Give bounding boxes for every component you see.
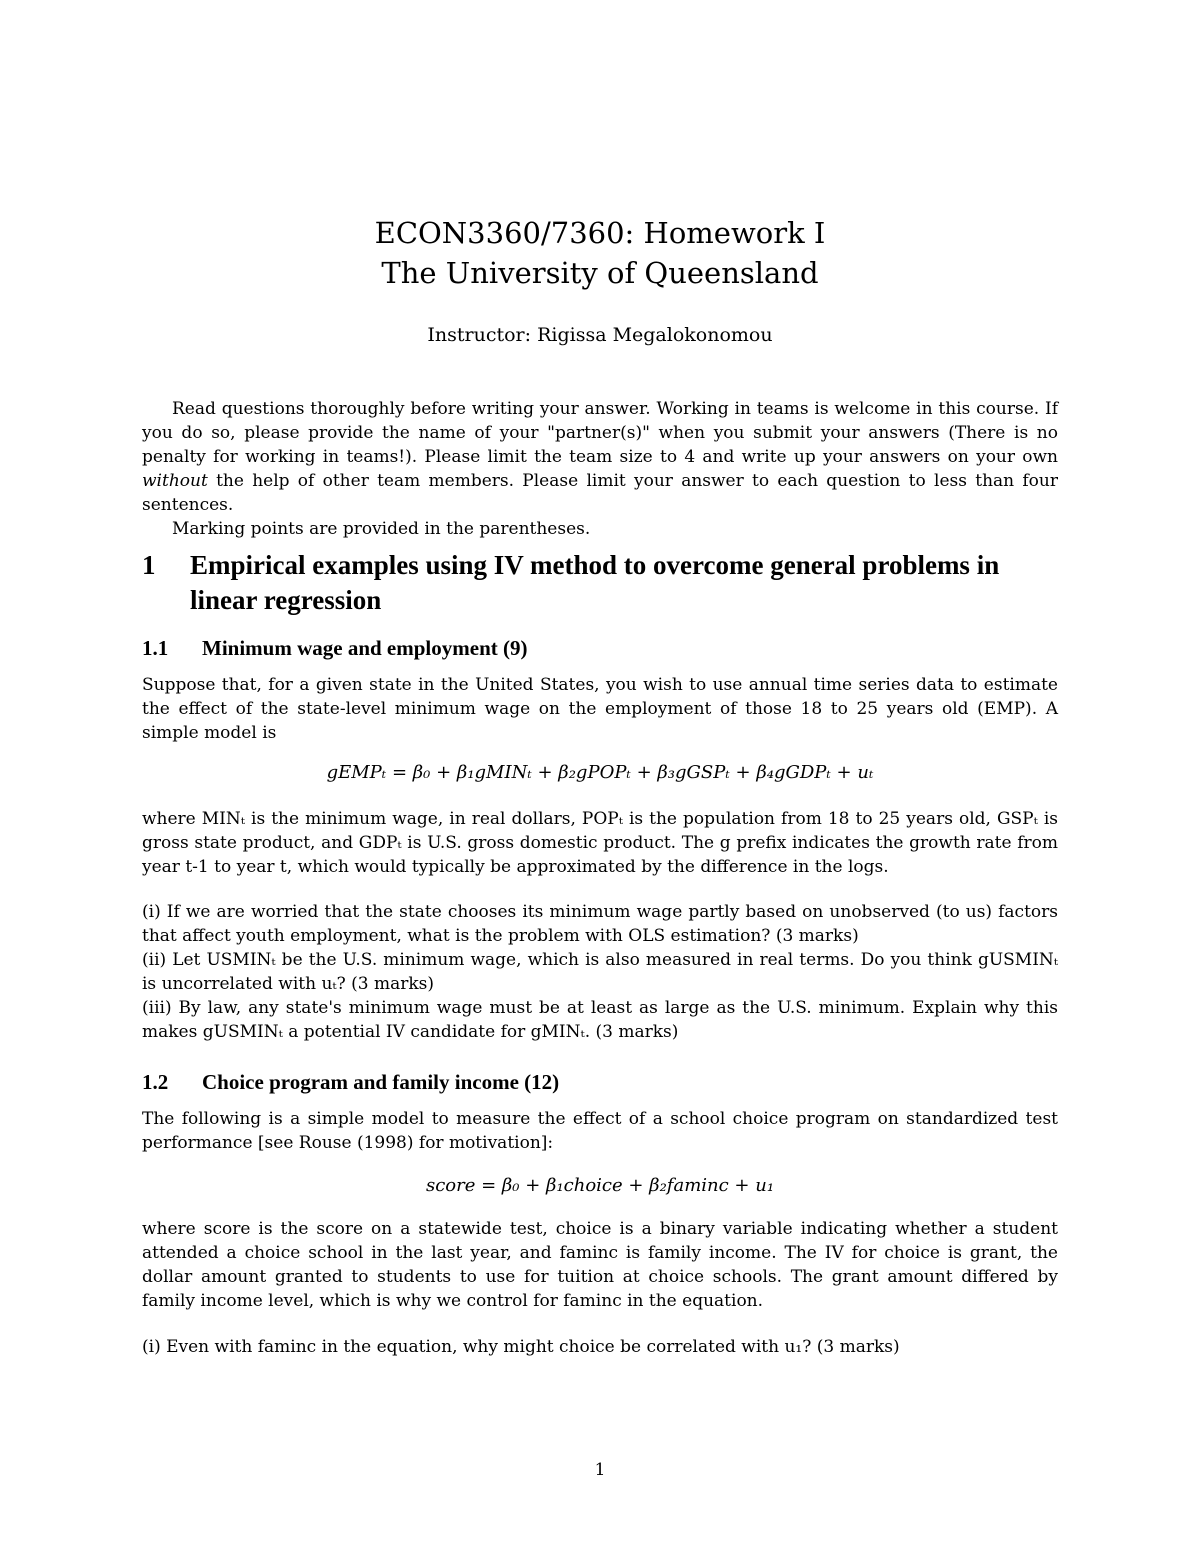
intro-block <box>142 397 1058 541</box>
sub11-where: where MINₜ is the minimum wage, in real dollars, POPₜ is the population from 18 to 25 years old, GSPₜ is gross state product, and GDPₜ is U.S. gross domestic product. The g prefix indicates the growth rate from year t-1 to year t, which would typically be approximated by the difference in the logs. <box>142 809 1058 877</box>
document-title: ECON3360/7360: Homework I <box>374 216 826 250</box>
subsection-number: 1.2 <box>142 1070 169 1094</box>
document-subtitle: The University of Queensland <box>381 256 819 290</box>
page-number: 1 <box>594 1460 606 1480</box>
question-1-2-i: (i) Even with faminc in the equation, why might choice be correlated with u₁? (3 marks) <box>142 1337 900 1357</box>
question-1-1-iii: (iii) By law, any state's minimum wage must be at least as large as the U.S. minimum. Explain why this makes gUSMINₜ a potential IV candidate for gMINₜ. (3 marks) <box>142 998 1058 1042</box>
subsection-number: 1.1 <box>142 636 169 660</box>
intro-text-b: the help of other team members. Please limit your answer to each question to less than four sentences. <box>142 471 1058 515</box>
instructor-line: Instructor: Rigissa Megalokonomou <box>427 324 773 346</box>
sub12-where: where score is the score on a statewide test, choice is a binary variable indicating whether a student attended a choice school in the last year, and faminc is family income. The IV for choice is grant, the dollar amount granted to students to use for tuition at choice schools. The grant amount differed by family income level, which is why we control for faminc in the equation. <box>142 1219 1058 1311</box>
section-title: Empirical examples using IV method to overcome general problems in linear regression <box>190 550 1000 615</box>
subsection-heading-1-1 <box>142 636 1062 661</box>
subsection-title: Minimum wage and employment (9) <box>202 636 528 660</box>
subsection-title: Choice program and family income (12) <box>202 1070 560 1094</box>
intro-emphasis: without <box>142 471 208 491</box>
equation-emp: gEMPₜ = β₀ + β₁gMINₜ + β₂gPOPₜ + β₃gGSPₜ + β₄gGDPₜ + uₜ <box>326 762 874 783</box>
equation-score: score = β₀ + β₁choice + β₂faminc + u₁ <box>425 1175 775 1196</box>
subsection-heading-1-2 <box>142 1070 1062 1095</box>
intro-paragraph <box>142 397 1058 517</box>
sub12-paragraph: The following is a simple model to measure the effect of a school choice program on standardized test performance [see Rouse (1998) for motivation]: <box>142 1109 1058 1153</box>
section-number: 1 <box>142 550 156 580</box>
sub11-paragraph: Suppose that, for a given state in the United States, you wish to use annual time series data to estimate the effect of the state-level minimum wage on the employment of those 18 to 25 years old (EMP). A simple model is <box>142 675 1058 743</box>
question-1-1-ii: (ii) Let USMINₜ be the U.S. minimum wage, which is also measured in real terms. Do you think gUSMINₜ is uncorrelated with uₜ? (3 marks) <box>142 950 1058 994</box>
sub11-questions <box>142 900 1058 1044</box>
question-1-1-i: (i) If we are worried that the state chooses its minimum wage partly based on unobserved (to us) factors that affect youth employment, what is the problem with OLS estimation? (3 marks) <box>142 902 1058 946</box>
marking-note: Marking points are provided in the parentheses. <box>172 519 591 539</box>
intro-text-a: Read questions thoroughly before writing your answer. Working in teams is welcome in this course. If you do so, please provide the name of your "partner(s)" when you submit your answers (There is no penalty for working in teams!). Please limit the team size to 4 and write up your answers on your own <box>142 399 1058 467</box>
